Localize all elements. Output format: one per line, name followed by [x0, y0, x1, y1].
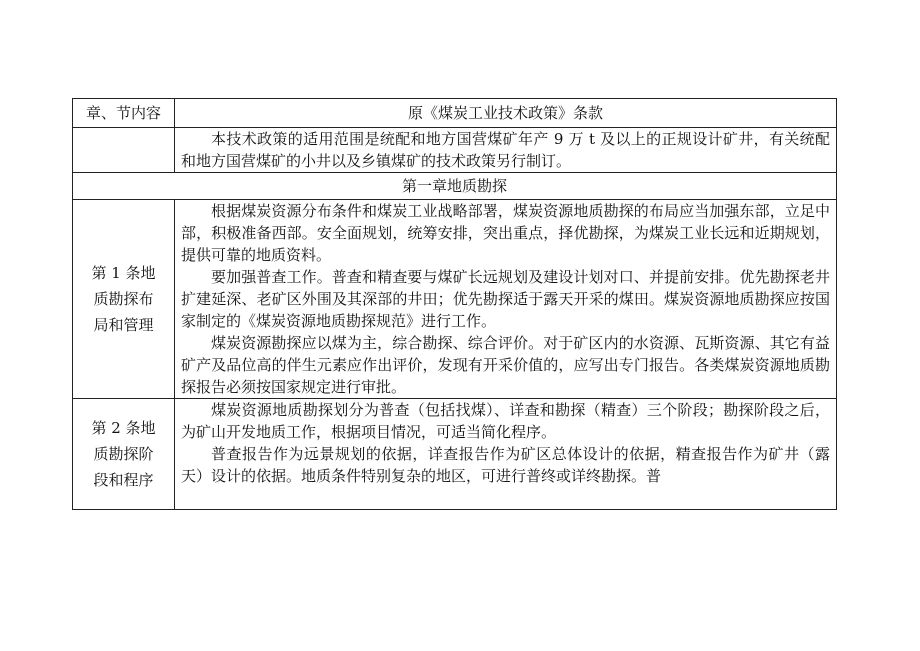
intro-text-cell — [175, 128, 837, 173]
edge-spacer — [837, 128, 848, 173]
header-section-column: 章、节内容 — [73, 99, 175, 128]
section-label: 第 2 条地质勘探阶段和程序 — [91, 419, 156, 489]
section-paragraph: 普查报告作为远景规划的依据，详查报告作为矿区总体设计的依据，精查报告作为矿井（露天）设计的依据。地质条件特别复杂的地区，可进行普终或详终勘探。普 — [181, 445, 830, 485]
edge-spacer — [837, 99, 848, 128]
section-paragraph: 要加强普查工作。普查和精查要与煤矿长远规划及建设计划对口、并提前安排。优先勘探老井扩建延深、老矿区外围及其深部的井田；优先勘探适于露天开采的煤田。煤炭资源地质勘探应按国家制定的《煤炭资源地质勘探规范》进行工作。 — [181, 268, 830, 330]
section-text-cell — [175, 399, 837, 510]
intro-paragraph: 本技术政策的适用范围是统配和地方国营煤矿年产 9 万 t 及以上的正规设计矿井，有关统配和地方国营煤矿的小井以及乡镇煤矿的技术政策另行制订。 — [181, 130, 830, 170]
section-label-cell — [73, 399, 175, 510]
policy-table — [72, 98, 847, 510]
section-row-1 — [73, 200, 848, 399]
section-row-2 — [73, 399, 848, 510]
edge-spacer — [837, 399, 848, 510]
edge-spacer — [837, 200, 848, 399]
section-paragraph: 煤炭资源勘探应以煤为主，综合勘探、综合评价。对于矿区内的水资源、瓦斯资源、其它有益矿产及品位高的伴生元素应作出评价，发现有开采价值的，应写出专门报告。各类煤炭资源地质勘探报告必须按国家规定进行审批。 — [181, 334, 830, 396]
section-paragraph: 煤炭资源地质勘探划分为普查（包括找煤）、详查和勘探（精查）三个阶段；勘探阶段之后，为矿山开发地质工作，根据项目情况，可适当简化程序。 — [181, 401, 830, 441]
section-label: 第 1 条地质勘探布局和管理 — [91, 264, 156, 334]
table-header-row — [73, 99, 848, 128]
chapter-title: 第一章地质勘探 — [73, 173, 837, 200]
section-paragraph: 根据煤炭资源分布条件和煤炭工业战略部署，煤炭资源地质勘探的布局应当加强东部，立足中部，积极准备西部。安全面规划，统筹安排，突出重点，择优勘探，为煤炭工业长远和近期规划，提供可靠的地质资料。 — [181, 202, 830, 264]
chapter-row — [73, 173, 848, 200]
section-label-cell — [73, 200, 175, 399]
edge-spacer — [837, 173, 848, 200]
intro-row — [73, 128, 848, 173]
section-text-cell — [175, 200, 837, 399]
section-text-clip — [175, 399, 836, 509]
intro-label-cell — [73, 128, 175, 173]
header-clause-column: 原《煤炭工业技术政策》条款 — [175, 99, 837, 128]
